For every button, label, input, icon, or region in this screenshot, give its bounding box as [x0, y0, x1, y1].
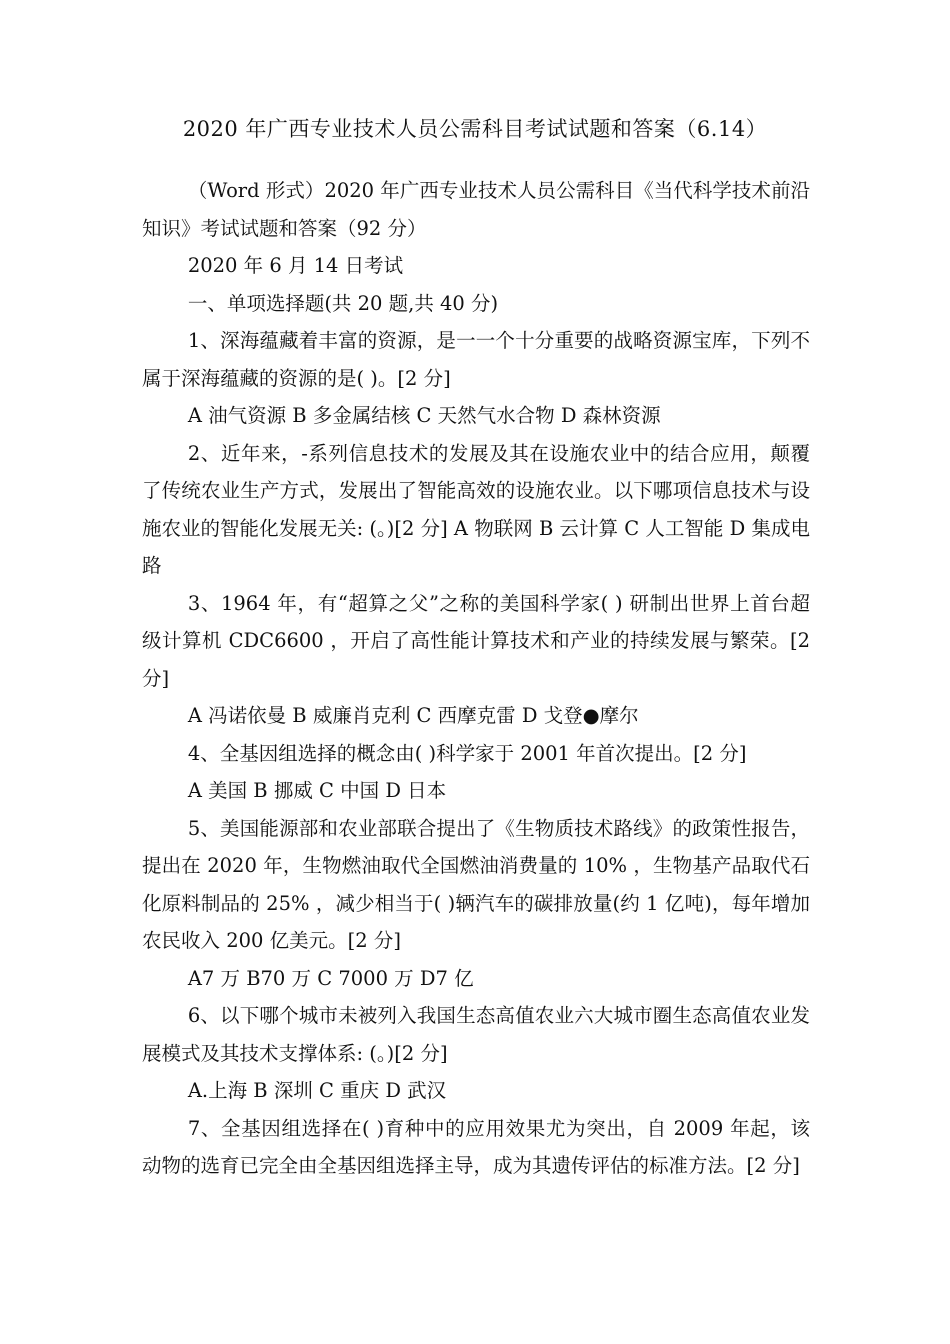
- question-5-options: A7 万 B70 万 C 7000 万 D7 亿: [187, 966, 474, 990]
- question-1: 1、深海蕴藏着丰富的资源，是一一个十分重要的战略资源宝库，下列不属于深海蕴藏的资源的是( )。[2 分]: [142, 329, 810, 390]
- question-3-options: A 冯诺依曼 B 威廉肖克利 C 西摩克雷 D 戈登●摩尔: [187, 704, 639, 727]
- question-5: 5、美国能源部和农业部联合提出了《生物质技术路线》的政策性报告，提出在 2020 年，生物燃油取代全国燃油消费量的 10% ，生物基产品取代石化原料制品的 25% ，减少相当于( )辆汽车的碳排放量(约 1 亿吨)，每年增加农民收入 200 亿美元。[2 分]: [142, 816, 810, 952]
- question-6: 6、以下哪个城市未被列入我国生态高值农业六大城市圈生态高值农业发展模式及其技术支撑体系: (。)[2 分]: [142, 1004, 810, 1065]
- intro-paragraph: （Word 形式）2020 年广西专业技术人员公需科目《当代科学技术前沿知识》考试试题和答案（92 分）: [142, 179, 810, 240]
- question-1-options: A 油气资源 B 多金属结核 C 天然气水合物 D 森林资源: [187, 404, 661, 427]
- question-6-options: A.上海 B 深圳 C 重庆 D 武汉: [187, 1079, 447, 1102]
- document-title: 2020 年广西专业技术人员公需科目考试试题和答案（6.14）: [182, 117, 768, 141]
- question-4: 4、全基因组选择的概念由( )科学家于 2001 年首次提出。[2 分]: [187, 741, 747, 765]
- question-4-options: A 美国 B 挪威 C 中国 D 日本: [187, 779, 447, 802]
- question-2: 2、近年来，-系列信息技术的发展及其在设施农业中的结合应用，颠覆了传统农业生产方式，发展出了智能高效的设施农业。以下哪项信息技术与设施农业的智能化发展无关: (。)[2 分] A 物联网 B 云计算 C 人工智能 D 集成电路: [142, 441, 810, 577]
- document-body: [142, 172, 810, 1185]
- section-heading: 一、单项选择题(共 20 题,共 40 分): [187, 291, 499, 315]
- question-3: 3、1964 年，有“超算之父”之称的美国科学家( ) 研制出世界上首台超级计算机 CDC6600 ，开启了高性能计算技术和产业的持续发展与繁荣。[2 分]: [142, 591, 810, 690]
- exam-date: 2020 年 6 月 14 日考试: [187, 254, 404, 277]
- question-7: 7、全基因组选择在( )育种中的应用效果尤为突出，自 2009 年起，该动物的选育已完全由全基因组选择主导，成为其遗传评估的标准方法。[2 分]: [142, 1116, 810, 1177]
